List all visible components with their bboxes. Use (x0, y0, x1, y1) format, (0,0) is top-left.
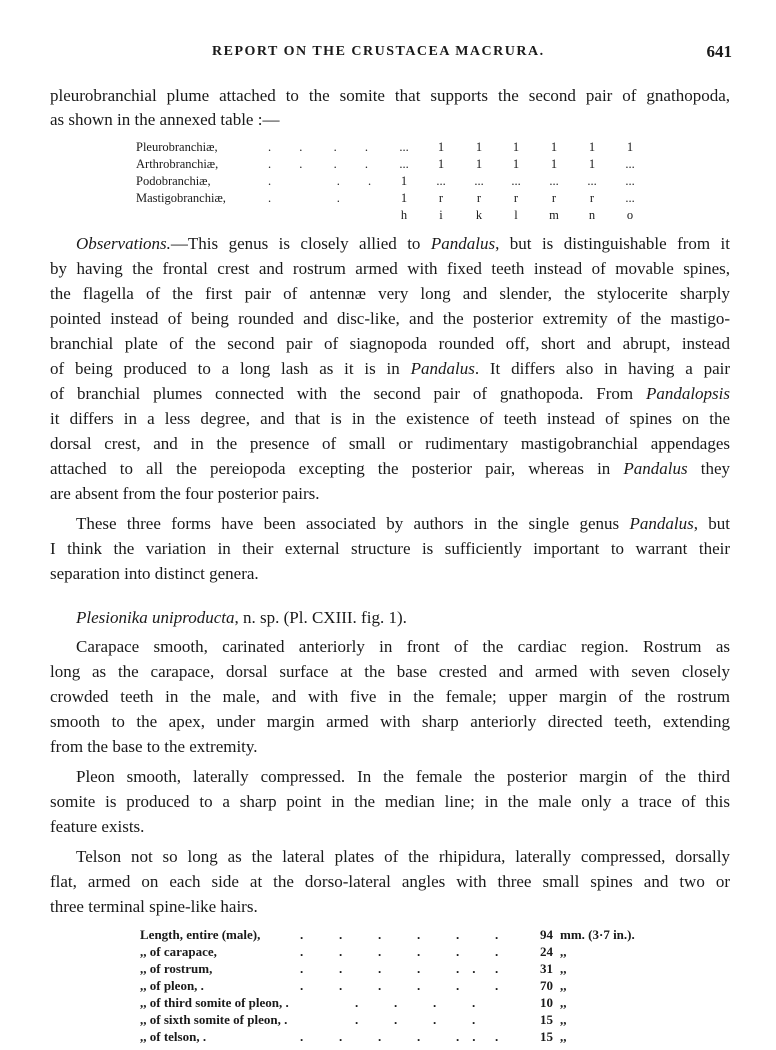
gill-cell: 1 (400, 174, 408, 188)
species-heading: Plesionika uniproducta, n. sp. (Pl. CXIII. fig. 1). (76, 608, 407, 627)
running-header (0, 44, 776, 68)
paragraph-line: branchial plate of the second pair of siagnopoda rounded off, short and abrupt, instead (50, 334, 730, 353)
gill-cell: 1 (550, 140, 558, 154)
paragraph-line: of branchial plumes connected with the second pair of gnathopoda. From Pandalopsis (50, 384, 730, 403)
gill-cell: ... (474, 174, 484, 188)
gill-footer-cell: m (549, 208, 559, 222)
measurement-value: 10 (540, 995, 553, 1010)
paragraph-line: Pleon smooth, laterally compressed. In the female the posterior margin of the third (76, 767, 730, 786)
paragraph-line: by having the frontal crest and rostrum armed with fixed teeth instead of movable spines, (50, 259, 730, 278)
paragraph-line: three terminal spine-like hairs. (50, 897, 258, 916)
gill-cell: r (589, 191, 595, 205)
gill-footer-cell: n (588, 208, 596, 222)
measurement-label: ,, of pleon, . (140, 978, 204, 993)
gill-cell: r (551, 191, 557, 205)
gill-row-label: Pleurobranchiæ, (136, 140, 218, 154)
paragraph-line: of being produced to a long lash as it is in Pandalus. It differs also in having a pair (50, 359, 731, 378)
gill-footer-cell: k (475, 208, 483, 222)
leader-dots: . . . . (355, 995, 476, 1010)
paragraph-line: dorsal crest, and in the presence of small or rudimentary mastigobranchial appendages (50, 434, 730, 453)
measurement-value: 70 (540, 978, 553, 993)
gill-cell: 1 (626, 140, 634, 154)
gill-cell: ... (399, 140, 409, 154)
gill-cell: 1 (437, 157, 445, 171)
gill-footer-cell: o (626, 208, 634, 222)
intro-line: pleurobranchial plume attached to the somite that supports the second pair of gnathopoda, (50, 86, 730, 105)
measurement-unit: mm. (3·7 in.). (560, 927, 635, 942)
measurement-label: ,, of telson, . (140, 1029, 207, 1044)
measurement-unit: ,, (560, 944, 567, 959)
paragraph-line: are absent from the four posterior pairs. (50, 484, 320, 503)
gill-cell: r (513, 191, 519, 205)
gill-cell: 1 (550, 157, 558, 171)
gill-cell: ... (587, 174, 597, 188)
leader-dots: . . . . (268, 140, 368, 154)
paragraph-line: smooth to the apex, under margin armed with sharp anteriorly directed teeth, extending (50, 712, 730, 731)
gill-footer-cell: h (400, 208, 408, 222)
measurement-unit: ,, (560, 961, 567, 976)
measurement-unit: ,, (560, 1012, 567, 1027)
gill-cell: 1 (588, 157, 596, 171)
paragraph-line: flat, armed on each side at the dorso-lateral angles with three small spines and two or (50, 872, 730, 891)
gill-cell: 1 (475, 157, 483, 171)
gill-cell: 1 (437, 140, 445, 154)
leader-dots: . . . . . . . (300, 961, 499, 976)
measurement-label: ,, of carapace, (140, 944, 217, 959)
leader-dots: . . (268, 191, 340, 205)
paragraph-line: Carapace smooth, carinated anteriorly in front of the cardiac region. Rostrum as (76, 637, 730, 656)
paragraph-line: crowded teeth in the male, and with five in the female; upper margin of the rostrum (50, 687, 730, 706)
paragraph-line: separation into distinct genera. (50, 564, 259, 583)
paragraph-line: I think the variation in their external structure is sufficiently important to warrant their (50, 539, 730, 558)
paragraph-line: feature exists. (50, 817, 145, 836)
measurement-label: ,, of third somite of pleon, . (140, 995, 289, 1010)
leader-dots: . . . . (355, 1012, 476, 1027)
intro-line: as shown in the annexed table :— (50, 110, 280, 129)
leader-dots: . . . . . . (300, 927, 499, 942)
measurement-value: 94 (540, 927, 553, 942)
gill-cell: ... (399, 157, 409, 171)
leader-dots: . . . (268, 174, 372, 188)
paragraph-line: long as the carapace, dorsal surface at the base crested and armed with seven closely (50, 662, 730, 681)
paragraph-line: Telson not so long as the lateral plates of the rhipidura, laterally compressed, dorsally (76, 847, 730, 866)
gill-cell: 1 (475, 140, 483, 154)
paragraph-line: it differs in a less degree, and that is in the existence of teeth instead of spines on the (50, 409, 730, 428)
measurement-value: 31 (540, 961, 553, 976)
gill-cell: r (438, 191, 444, 205)
leader-dots: . . . . (268, 157, 368, 171)
paragraph-line: pointed instead of being rounded and disc-like, and the posterior extremity of the mastigo- (50, 309, 730, 328)
gill-footer-cell: i (439, 208, 443, 222)
measurement-label: Length, entire (male), (140, 927, 261, 942)
measurement-unit: ,, (560, 978, 567, 993)
measurement-value: 15 (540, 1012, 553, 1027)
paragraph-line: Observations.—This genus is closely allied to Pandalus, but is distinguishable from it (76, 234, 731, 253)
leader-dots: . . . . . . (300, 978, 499, 993)
gill-cell: 1 (588, 140, 596, 154)
measurement-label: ,, of sixth somite of pleon, . (140, 1012, 288, 1027)
gill-footer-cell: l (514, 208, 518, 222)
gill-cell: r (476, 191, 482, 205)
leader-dots: . . . . . . . (300, 1029, 499, 1044)
page-number: 641 (706, 42, 732, 61)
running-title: REPORT ON THE CRUSTACEA MACRURA. (212, 44, 545, 59)
gill-cell: 1 (512, 157, 520, 171)
measurement-label: ,, of rostrum, (140, 961, 213, 976)
measurement-unit: ,, (560, 995, 567, 1010)
gill-cell: ... (436, 174, 446, 188)
gill-row-label: Arthrobranchiæ, (136, 157, 219, 171)
paragraph-line: attached to all the pereiopoda excepting the posterior pair, whereas in Pandalus they (50, 459, 730, 478)
paragraph-line: the flagella of the first pair of antennæ very long and slender, the stylocerite sharply (50, 284, 730, 303)
gill-cell: ... (549, 174, 559, 188)
gill-row-label: Mastigobranchiæ, (136, 191, 226, 205)
measurement-value: 24 (540, 944, 553, 959)
gill-cell: ... (625, 191, 635, 205)
gill-cell: ... (625, 157, 635, 171)
gill-cell: ... (625, 174, 635, 188)
measurement-unit: ,, (560, 1029, 567, 1044)
paragraph-line: somite is produced to a sharp point in the median line; in the male only a trace of this (50, 792, 730, 811)
gill-cell: 1 (512, 140, 520, 154)
gill-cell: 1 (400, 191, 408, 205)
gill-row-label: Podobranchiæ, (136, 174, 211, 188)
paragraph-line: These three forms have been associated by authors in the single genus Pandalus, but (76, 514, 730, 533)
paragraph-line: from the base to the extremity. (50, 737, 258, 756)
leader-dots: . . . . . . (300, 944, 499, 959)
measurement-value: 15 (540, 1029, 553, 1044)
gill-cell: ... (511, 174, 521, 188)
